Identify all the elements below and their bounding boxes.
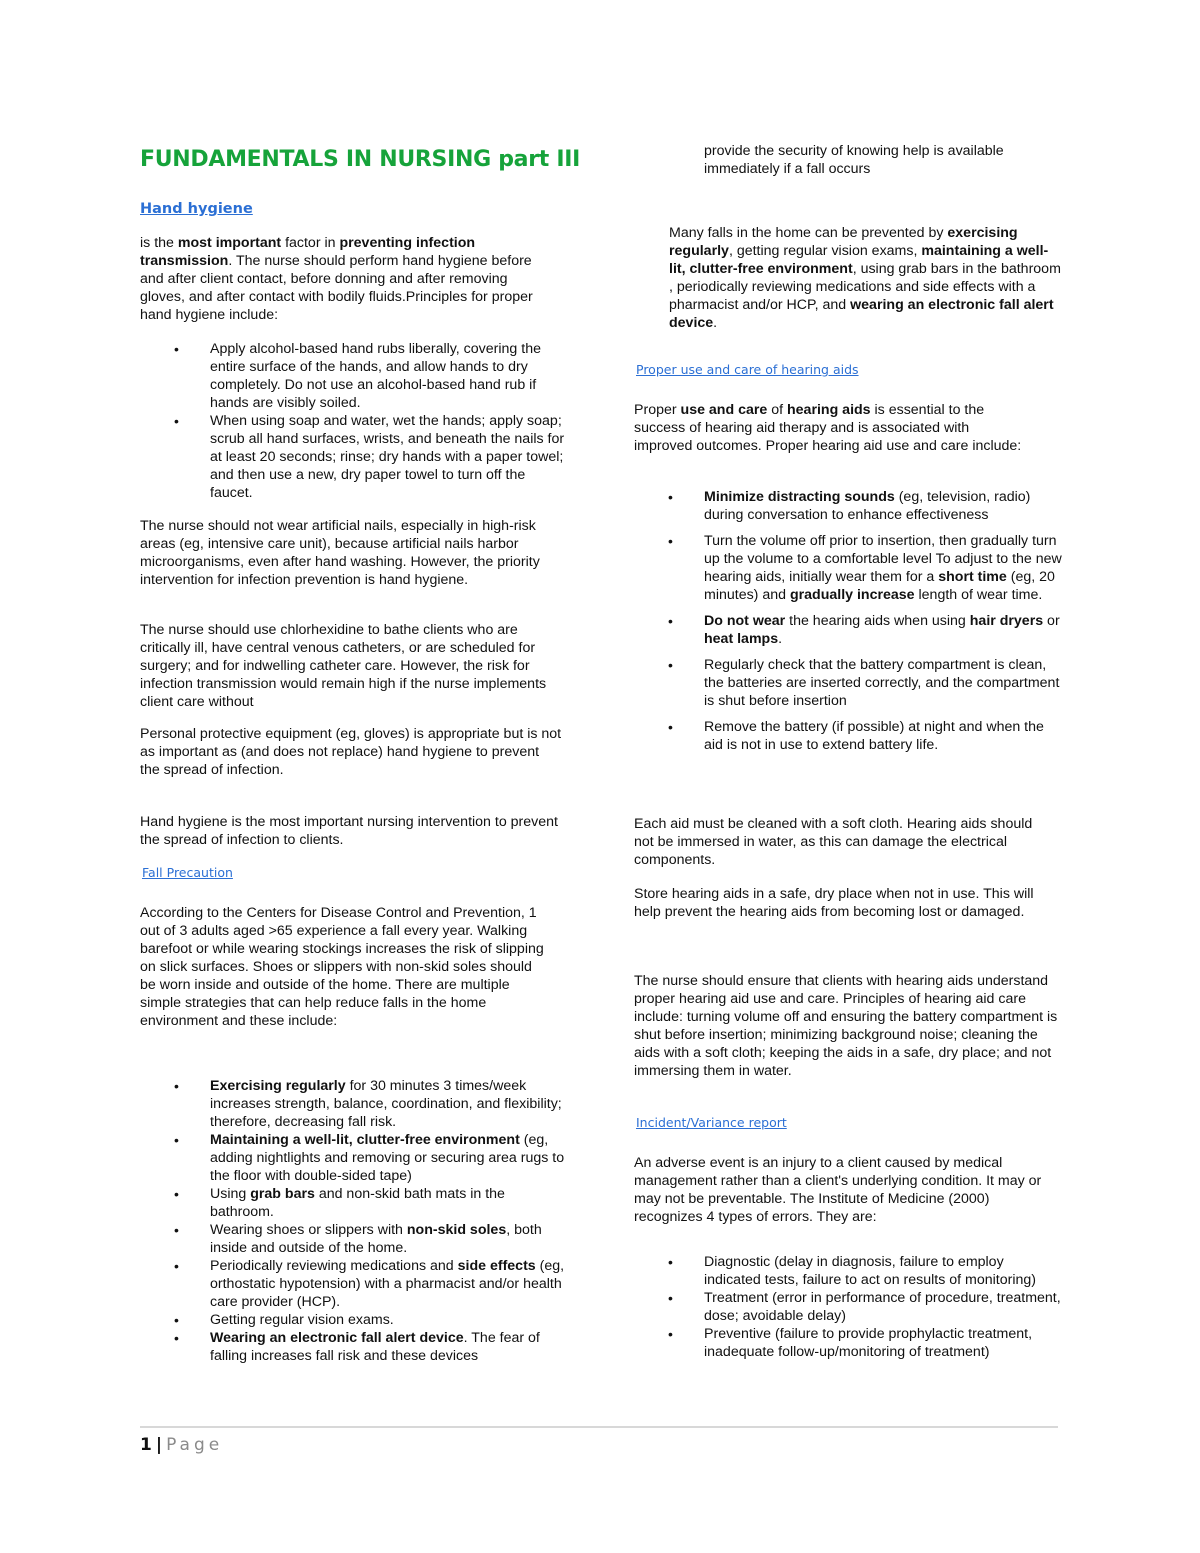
text-run: of	[767, 402, 787, 418]
list-item	[140, 412, 570, 502]
paragraph-ppe: Personal protective equipment (eg, gloves) is appropriate but is not as important as (and does not replace) hand hygiene to prevent the spread of infection.	[140, 726, 562, 778]
bold-text: most important	[177, 235, 282, 251]
paragraph-chlorhexidine: The nurse should use chlorhexidine to bathe clients who are critically ill, have central venous catheters, or are scheduled for surgery; and for indwelling catheter care. However, the risk for infection transmission would remain high if the nurse implements client care without	[140, 622, 547, 710]
text-run: is the	[140, 235, 178, 251]
text-run: (eg, television, radio) during conversation to enhance effectiveness	[704, 489, 1031, 523]
text-run: Proper	[634, 402, 681, 418]
text-run: Many falls in the home can be prevented by	[669, 225, 948, 241]
incident-report-bullets	[634, 1253, 1064, 1361]
heading-fall-precaution: Fall Precaution	[142, 865, 233, 880]
text-run: factor in	[281, 235, 340, 251]
list-item	[140, 1221, 570, 1257]
bold-text: Maintaining a well-lit, clutter-free environment	[210, 1132, 520, 1148]
list-item	[140, 1257, 570, 1311]
bold-text: use and care	[680, 402, 768, 418]
text-run: Remove the battery (if possible) at night and when the aid is not in use to extend battery life.	[704, 719, 1044, 753]
text-run: Using	[210, 1186, 251, 1202]
list-item	[140, 1311, 570, 1329]
paragraph-hearing-aid-storage: Store hearing aids in a safe, dry place when not in use. This will help prevent the hearing aids from becoming lost or damaged.	[634, 886, 1034, 920]
text-run: Turn the volume off prior to insertion, then gradually turn up the volume to a comfortable level To adjust to the new hearing aids, initially wear them for a	[704, 533, 1062, 585]
hearing-aids-bullets	[634, 488, 1064, 754]
text-run: .	[778, 631, 783, 647]
bold-text: exercising regularly	[669, 225, 1018, 259]
footer-rule	[140, 1426, 1058, 1428]
bold-text: maintaining a well-lit, clutter-free environment	[669, 243, 1049, 277]
heading-hand-hygiene: Hand hygiene	[140, 201, 253, 217]
bold-text: preventing infection transmission	[140, 235, 476, 269]
text-run: the hearing aids when using	[785, 613, 970, 629]
text-run: , using grab bars in the bathroom , periodically reviewing medications and side effects with a pharmacist and/or HCP, and	[669, 261, 1061, 313]
list-item	[140, 1329, 570, 1365]
bold-text: hair dryers	[969, 613, 1044, 629]
bold-text: side effects	[457, 1258, 536, 1274]
text-run: .	[713, 315, 718, 331]
text-run: (eg, 20 minutes) and	[704, 569, 1055, 603]
heading-incident-report: Incident/Variance report	[636, 1115, 787, 1130]
fall-bullet-continuation: provide the security of knowing help is available immediately if a fall occurs	[704, 143, 1004, 177]
paragraph-hand-hygiene-summary: Hand hygiene is the most important nursing intervention to prevent the spread of infection to clients.	[140, 814, 558, 848]
paragraph-hearing-aid-cleaning: Each aid must be cleaned with a soft cloth. Hearing aids should not be immersed in water, as this can damage the electrical components.	[634, 816, 1033, 868]
text-run: Treatment (error in performance of procedure, treatment, dose; avoidable delay)	[704, 1290, 1061, 1324]
text-run: Diagnostic (delay in diagnosis, failure to employ indicated tests, failure to act on results of monitoring)	[704, 1254, 1036, 1288]
list-item	[140, 1077, 570, 1131]
text-run: Apply alcohol-based hand rubs liberally, covering the entire surface of the hands, and allow hands to dry completely. Do not use an alcohol-based hand rub if hands are visibly soiled.	[210, 341, 541, 411]
list-item	[634, 488, 1064, 524]
list-item	[634, 612, 1064, 648]
page-title: FUNDAMENTALS IN NURSING part III	[140, 147, 580, 172]
hearing-aids-intro	[634, 401, 1029, 455]
bold-text: wearing an electronic fall alert device	[669, 297, 1054, 331]
text-run: (eg, adding nightlights and removing or securing area rugs to the floor with double-sided tape)	[210, 1132, 565, 1184]
list-item	[634, 1289, 1064, 1325]
text-run: Periodically reviewing medications and	[210, 1258, 458, 1274]
list-item	[634, 1325, 1064, 1361]
bold-text: heat lamps	[704, 631, 779, 647]
text-run: or	[1043, 613, 1060, 629]
list-item	[634, 532, 1064, 604]
text-run: for 30 minutes 3 times/week increases strength, balance, coordination, and flexibility; therefore, decreasing fall risk.	[210, 1078, 562, 1130]
bold-text: Wearing an electronic fall alert device	[210, 1330, 464, 1346]
bold-text: non-skid soles	[406, 1222, 507, 1238]
bold-text: hearing aids	[787, 402, 871, 418]
text-run: Wearing shoes or slippers with	[210, 1222, 407, 1238]
incident-report-intro: An adverse event is an injury to a client caused by medical management rather than a client's underlying condition. It may or may not be preventable. The Institute of Medicine (2000) recognizes 4 types of errors. They are:	[634, 1155, 1042, 1225]
bold-text: Do not wear	[704, 613, 786, 629]
text-run: , both inside and outside of the home.	[210, 1222, 542, 1256]
heading-hearing-aids: Proper use and care of hearing aids	[636, 362, 859, 377]
text-run: Regularly check that the battery compartment is clean, the batteries are inserted correctly, and the compartment is shut before insertion	[704, 657, 1060, 709]
page-footer	[140, 1434, 223, 1456]
list-item	[634, 718, 1064, 754]
list-item	[634, 1253, 1064, 1289]
text-run: and non-skid bath mats in the bathroom.	[210, 1186, 505, 1220]
text-run: When using soap and water, wet the hands; apply soap; scrub all hand surfaces, wrists, and beneath the nails for at least 20 seconds; rinse; dry hands with a paper towel; and then use a new, dry paper towel to turn off the faucet.	[210, 413, 565, 501]
bold-text: grab bars	[250, 1186, 315, 1202]
text-run: length of wear time.	[914, 587, 1043, 603]
text-run: Preventive (failure to provide prophylactic treatment, inadequate follow-up/monitoring of treatment)	[704, 1326, 1033, 1360]
fall-precaution-intro: According to the Centers for Disease Control and Prevention, 1 out of 3 adults aged >65 experience a fall every year. Walking barefoot or while wearing stockings increases the risk of slipping on slick surfaces. Shoes or slippers with non-skid soles should be worn inside and outside of the home. There are multiple simple strategies that can help reduce falls in the home environment and these include:	[140, 905, 544, 1029]
list-item	[634, 656, 1064, 710]
text-run: . The fear of falling increases fall risk and these devices	[210, 1330, 540, 1364]
hand-hygiene-bullets	[140, 340, 570, 502]
list-item	[140, 1185, 570, 1221]
paragraph-hearing-aid-summary: The nurse should ensure that clients with hearing aids understand proper hearing aid use and care. Principles of hearing aid care include: turning volume off and ensuring the battery compartment is shut before insertion; minimizing background noise; cleaning the aids with a soft cloth; keeping the aids in a safe, dry place; and not immersing them in water.	[634, 973, 1058, 1079]
list-item	[140, 1131, 570, 1185]
bold-text: short time	[938, 569, 1007, 585]
bold-text: Exercising regularly	[210, 1078, 346, 1094]
hand-hygiene-intro	[140, 234, 540, 324]
fall-precaution-bullets	[140, 1077, 570, 1365]
text-run: . The nurse should perform hand hygiene before and after client contact, before donning and after removing gloves, and after contact with bodily fluids.Principles for proper hand hygiene include:	[140, 253, 533, 323]
text-run: is essential to the success of hearing aid therapy and is associated with improved outcomes. Proper hearing aid use and care include:	[634, 402, 1022, 454]
paragraph-artificial-nails: The nurse should not wear artificial nails, especially in high-risk areas (eg, intensive care unit), because artificial nails harbor microorganisms, even after hand washing. However, the priority intervention for infection prevention is hand hygiene.	[140, 518, 540, 588]
bold-text: gradually increase	[789, 587, 915, 603]
page-number: 1	[140, 1435, 152, 1455]
fall-precaution-summary	[669, 224, 1061, 332]
page-separator: |	[155, 1435, 163, 1455]
page-label: Page	[166, 1435, 224, 1455]
text-run: (eg, orthostatic hypotension) with a pharmacist and/or health care provider (HCP).	[210, 1258, 565, 1310]
list-item	[140, 340, 570, 412]
text-run: , getting regular vision exams,	[728, 243, 922, 259]
text-run: Getting regular vision exams.	[210, 1312, 394, 1328]
bold-text: Minimize distracting sounds	[704, 489, 895, 505]
